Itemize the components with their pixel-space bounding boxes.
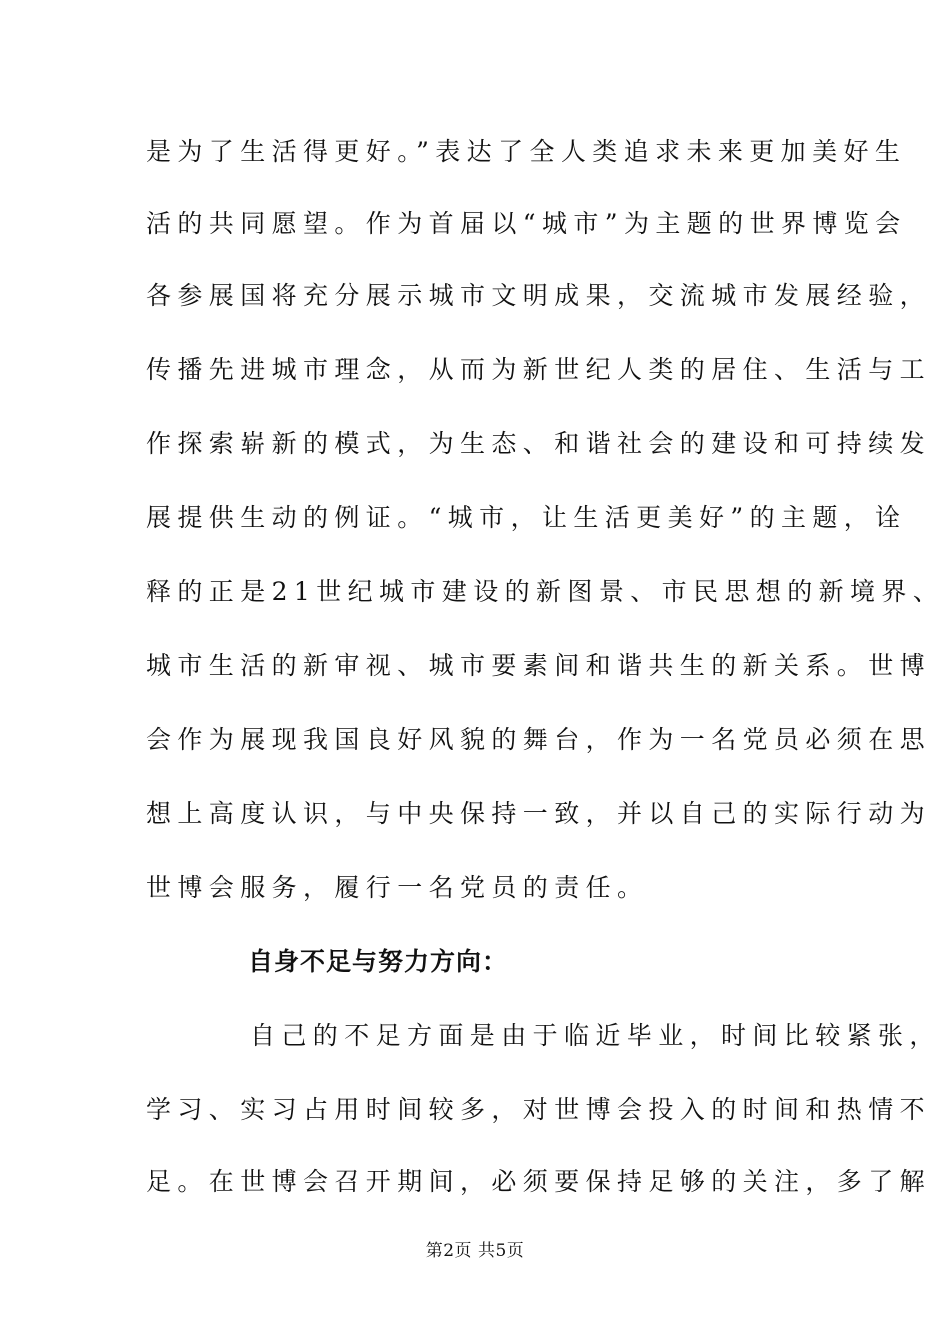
body-text-line: 各参展国将充分展示城市文明成果，交流城市发展经验，	[146, 281, 932, 310]
body-text-line: 世博会服务，履行一名党员的责任。	[146, 873, 649, 902]
body-text-line: 作探索崭新的模式，为生态、和谐社会的建设和可持续发	[146, 429, 932, 458]
body-text-line: 释的正是21世纪城市建设的新图景、市民思想的新境界、	[146, 577, 945, 606]
page-number-footer: 第2页 共5页	[425, 1241, 525, 1261]
body-text-line: 传播先进城市理念，从而为新世纪人类的居住、生活与工	[146, 355, 932, 384]
body-text-line: 活的共同愿望。作为首届以“城市”为主题的世界博览会	[146, 209, 907, 238]
body-text-line: 自己的不足方面是由于临近毕业，时间比较紧张，	[250, 1021, 941, 1050]
body-text-line: 是为了生活得更好。”表达了全人类追求未来更加美好生	[146, 137, 907, 166]
body-text-line: 城市生活的新审视、城市要素间和谐共生的新关系。世博	[146, 651, 932, 680]
body-text-line: 足。在世博会召开期间，必须要保持足够的关注，多了解	[146, 1167, 932, 1196]
body-text-line: 会作为展现我国良好风貌的舞台，作为一名党员必须在思	[146, 725, 932, 754]
body-text-line: 想上高度认识，与中央保持一致，并以自己的实际行动为	[146, 799, 932, 828]
body-text-line: 学习、实习占用时间较多，对世博会投入的时间和热情不	[146, 1095, 932, 1124]
section-heading: 自身不足与努力方向：	[248, 947, 509, 976]
body-text-line: 展提供生动的例证。“城市，让生活更美好”的主题，诠	[146, 503, 907, 532]
